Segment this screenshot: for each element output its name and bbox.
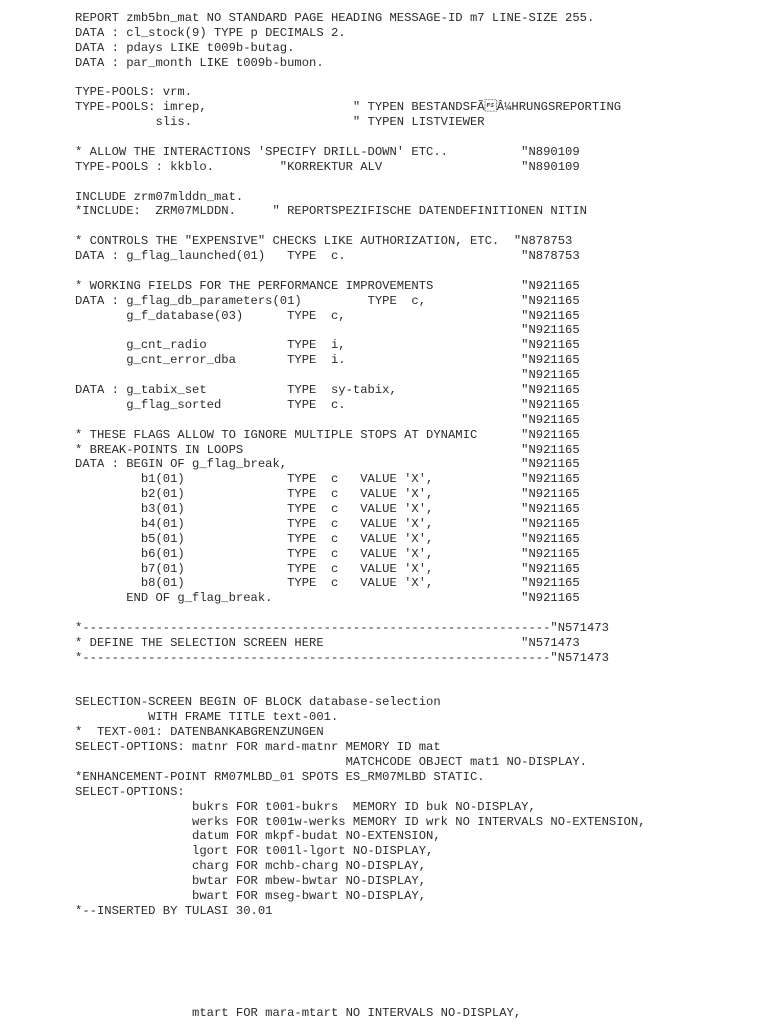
code-line: INCLUDE zrm07mlddn_mat. — [75, 189, 244, 204]
code-line: DATA : par_month LIKE t009b-bumon. — [75, 55, 324, 70]
code-line: b2(01) TYPE c VALUE 'X', "N921165 — [75, 487, 580, 502]
code-line: *--INSERTED BY TULASI 30.01 — [75, 903, 273, 918]
code-line: g_cnt_error_dba TYPE i. "N921165 — [75, 353, 580, 368]
code-line: bwtar FOR mbew-bwtar NO-DISPLAY, — [75, 874, 427, 889]
code-line: bwart FOR mseg-bwart NO-DISPLAY, — [75, 888, 427, 903]
code-line: *----------------------------------------------------------------"N571473 — [75, 650, 609, 665]
code-line: b8(01) TYPE c VALUE 'X', "N921165 — [75, 576, 580, 591]
code-line: * WORKING FIELDS FOR THE PERFORMANCE IMPROVEMENTS "N921165 — [75, 278, 580, 293]
code-line: REPORT zmb5bn_mat NO STANDARD PAGE HEADING MESSAGE-ID m7 LINE-SIZE 255. — [75, 11, 595, 25]
code-line: datum FOR mkpf-budat NO-EXTENSION, — [75, 829, 441, 844]
code-line: DATA : BEGIN OF g_flag_break, "N921165 — [75, 457, 580, 472]
code-line: *----------------------------------------------------------------"N571473 — [75, 621, 609, 636]
code-line: b4(01) TYPE c VALUE 'X', "N921165 — [75, 516, 580, 531]
code-line: MATCHCODE OBJECT mat1 NO-DISPLAY. — [75, 755, 587, 769]
code-line: *ENHANCEMENT-POINT RM07MLBD_01 SPOTS ES_RM07MLBD STATIC. — [75, 769, 485, 784]
code-line: TYPE-POOLS: imrep, " TYPEN BESTANDSFÃ Â¼HRUNGSREPORTING — [75, 100, 622, 115]
code-line: * ALLOW THE INTERACTIONS 'SPECIFY DRILL-DOWN' ETC.. "N890109 — [75, 144, 580, 159]
code-line: DATA : cl_stock(9) TYPE p DECIMALS 2. — [75, 25, 346, 40]
code-line: g_cnt_radio TYPE i, "N921165 — [75, 338, 580, 353]
code-line: slis. " TYPEN LISTVIEWER — [75, 115, 485, 130]
code-line: b6(01) TYPE c VALUE 'X', "N921165 — [75, 546, 580, 561]
code-line: b5(01) TYPE c VALUE 'X', "N921165 — [75, 531, 580, 546]
code-line: SELECT-OPTIONS: — [75, 784, 185, 799]
code-line: SELECT-OPTIONS: matnr FOR mard-matnr MEMORY ID mat — [75, 740, 441, 755]
code-line: b3(01) TYPE c VALUE 'X', "N921165 — [75, 502, 580, 517]
code-line: * THESE FLAGS ALLOW TO IGNORE MULTIPLE STOPS AT DYNAMIC "N921165 — [75, 427, 580, 442]
code-line: DATA : g_tabix_set TYPE sy-tabix, "N921165 — [75, 383, 580, 397]
code-line: charg FOR mchb-charg NO-DISPLAY, — [75, 859, 427, 874]
code-line: WITH FRAME TITLE text-001. — [75, 710, 339, 725]
code-line: SELECTION-SCREEN BEGIN OF BLOCK database-selection — [75, 695, 441, 710]
code-line: "N921165 — [75, 323, 580, 338]
code-line: "N921165 — [75, 412, 580, 427]
code-line: END OF g_flag_break. "N921165 — [75, 591, 580, 606]
code-line: * TEXT-001: DATENBANKABGRENZUNGEN — [75, 725, 324, 740]
code-line: g_flag_sorted TYPE c. "N921165 — [75, 397, 580, 412]
code-line: b7(01) TYPE c VALUE 'X', "N921165 — [75, 561, 580, 576]
code-line: b1(01) TYPE c VALUE 'X', "N921165 — [75, 472, 580, 487]
code-line: DATA : g_flag_db_parameters(01) TYPE c, "N921165 — [75, 293, 580, 308]
code-line-trailing: mtart FOR mara-mtart NO INTERVALS NO-DISPLAY, — [75, 1006, 522, 1020]
code-line: "N921165 — [75, 368, 580, 383]
code-line: * BREAK-POINTS IN LOOPS "N921165 — [75, 442, 580, 457]
code-line: DATA : g_flag_launched(01) TYPE c. "N878753 — [75, 249, 580, 264]
code-line: TYPE-POOLS : kkblo. "KORREKTUR ALV "N890109 — [75, 159, 580, 174]
code-line: TYPE-POOLS: vrm. — [75, 85, 193, 100]
code-line: bukrs FOR t001-bukrs MEMORY ID buk NO-DISPLAY, — [75, 799, 536, 814]
code-line: DATA : pdays LIKE t009b-butag. — [75, 40, 295, 55]
code-line: g_f_database(03) TYPE c, "N921165 — [75, 308, 580, 323]
code-line: * CONTROLS THE "EXPENSIVE" CHECKS LIKE AUTHORIZATION, ETC. "N878753 — [75, 234, 573, 249]
code-line: * DEFINE THE SELECTION SCREEN HERE "N571473 — [75, 635, 580, 650]
code-line: *INCLUDE: ZRM07MLDDN. " REPORTSPEZIFISCHE DATENDEFINITIONEN NITIN — [75, 204, 587, 219]
code-line: lgort FOR t001l-lgort NO-DISPLAY, — [75, 844, 434, 859]
code-line: werks FOR t001w-werks MEMORY ID wrk NO INTERVALS NO-EXTENSION, — [75, 814, 646, 829]
